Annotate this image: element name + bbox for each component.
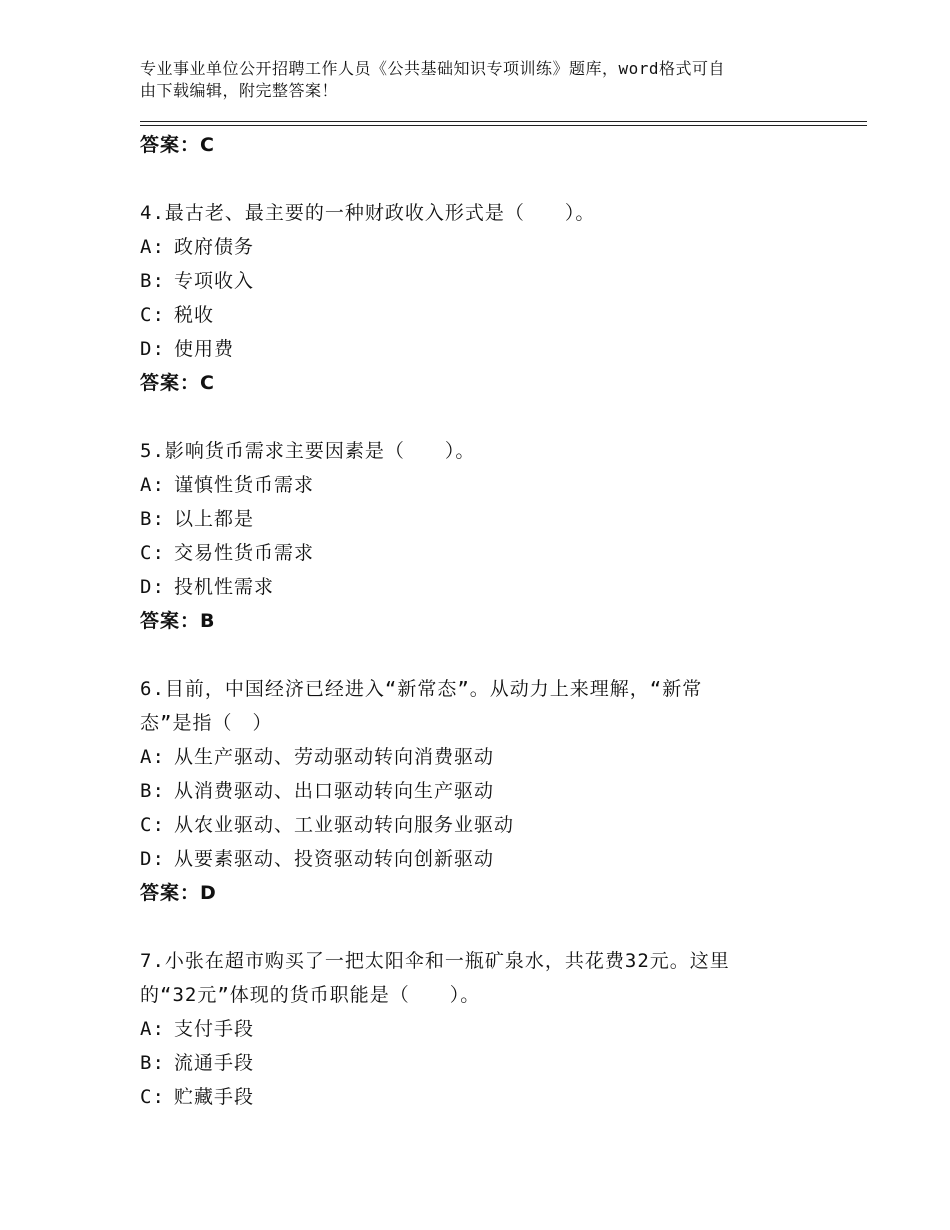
option-text: 交易性货币需求 xyxy=(174,542,315,564)
question-stem: 6.目前，中国经济已经进入“新常态”。从动力上来理解，“新常 xyxy=(140,678,703,700)
option-a[interactable] xyxy=(140,1012,840,1046)
option-text: 从农业驱动、工业驱动转向服务业驱动 xyxy=(174,814,515,836)
option-letter: C: xyxy=(140,814,165,836)
option-b[interactable] xyxy=(140,264,840,298)
option-text: 政府债务 xyxy=(174,236,255,258)
answer-line: 答案：D xyxy=(140,882,217,904)
option-letter: B: xyxy=(140,508,165,530)
option-c[interactable] xyxy=(140,298,840,332)
option-c[interactable] xyxy=(140,1080,840,1114)
spacer xyxy=(140,910,840,944)
option-letter: C: xyxy=(140,304,165,326)
option-letter: A: xyxy=(140,236,165,258)
option-letter: A: xyxy=(140,1018,165,1040)
option-d[interactable] xyxy=(140,842,840,876)
header-line-2: 由下载编辑，附完整答案！ xyxy=(140,81,339,100)
spacer xyxy=(140,400,840,434)
option-letter: D: xyxy=(140,848,165,870)
question-stem-continued: 的“32元”体现的货币职能是（ ）。 xyxy=(140,984,481,1006)
spacer xyxy=(140,162,840,196)
option-b[interactable] xyxy=(140,502,840,536)
header-double-rule xyxy=(140,121,867,126)
option-a[interactable] xyxy=(140,468,840,502)
option-text: 从消费驱动、出口驱动转向生产驱动 xyxy=(174,780,495,802)
option-letter: B: xyxy=(140,780,165,802)
option-letter: B: xyxy=(140,1052,165,1074)
question-block xyxy=(140,196,840,400)
question-block xyxy=(140,434,840,638)
option-text: 税收 xyxy=(174,304,215,326)
question-block xyxy=(140,672,840,910)
question-stem: 4.最古老、最主要的一种财政收入形式是（ ）。 xyxy=(140,202,596,224)
option-a[interactable] xyxy=(140,230,840,264)
previous-answer: 答案：C xyxy=(140,134,215,156)
option-d[interactable] xyxy=(140,332,840,366)
option-text: 专项收入 xyxy=(174,270,255,292)
question-list xyxy=(140,128,840,1114)
header-line-1: 专业事业单位公开招聘工作人员《公共基础知识专项训练》题库，word格式可自 xyxy=(140,59,726,78)
option-letter: C: xyxy=(140,542,165,564)
option-b[interactable] xyxy=(140,1046,840,1080)
option-letter: B: xyxy=(140,270,165,292)
option-letter: C: xyxy=(140,1086,165,1108)
answer-line: 答案：B xyxy=(140,610,216,632)
option-text: 支付手段 xyxy=(174,1018,255,1040)
question-stem-continued: 态”是指（ ） xyxy=(140,712,273,734)
option-b[interactable] xyxy=(140,774,840,808)
option-text: 投机性需求 xyxy=(174,576,275,598)
option-d[interactable] xyxy=(140,570,840,604)
question-stem: 5.影响货币需求主要因素是（ ）。 xyxy=(140,440,476,462)
option-c[interactable] xyxy=(140,536,840,570)
option-text: 流通手段 xyxy=(174,1052,255,1074)
option-c[interactable] xyxy=(140,808,840,842)
option-text: 从生产驱动、劳动驱动转向消费驱动 xyxy=(174,746,495,768)
spacer xyxy=(140,638,840,672)
page-header xyxy=(140,58,820,102)
option-letter: A: xyxy=(140,474,165,496)
option-text: 谨慎性货币需求 xyxy=(174,474,315,496)
answer-line: 答案：C xyxy=(140,372,215,394)
option-text: 以上都是 xyxy=(174,508,255,530)
option-letter: D: xyxy=(140,576,165,598)
question-stem: 7.小张在超市购买了一把太阳伞和一瓶矿泉水，共花费32元。这里 xyxy=(140,950,730,972)
option-letter: A: xyxy=(140,746,165,768)
option-a[interactable] xyxy=(140,740,840,774)
option-text: 使用费 xyxy=(174,338,235,360)
question-block xyxy=(140,944,840,1114)
option-letter: D: xyxy=(140,338,165,360)
option-text: 从要素驱动、投资驱动转向创新驱动 xyxy=(174,848,495,870)
option-text: 贮藏手段 xyxy=(174,1086,255,1108)
